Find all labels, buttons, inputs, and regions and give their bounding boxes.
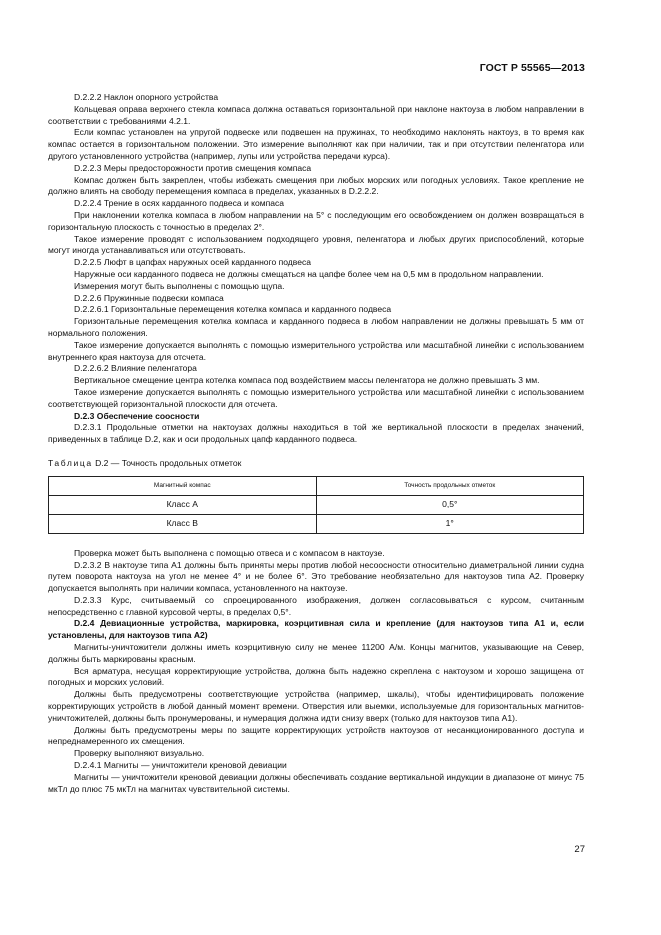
paragraph: При наклонении котелка компаса в любом направлении на 5° с последующим его освобождением он должен возвращаться в горизонтальную плоскость с точностью в пределах 2°. — [48, 209, 584, 232]
paragraph: Вся арматура, несущая корректирующие устройства, должна быть надежно скреплена с нактоузом и хорошо защищена от погодных и морских условий. — [48, 665, 584, 688]
paragraph: Должны быть предусмотрены меры по защите корректирующих устройств нактоузов от несанкционированного доступа и непреднамеренного их смещения. — [48, 724, 584, 747]
table-cell-accuracy: 0,5° — [316, 495, 584, 514]
standard-header: ГОСТ Р 55565—2013 — [479, 62, 585, 74]
table-row — [49, 514, 584, 533]
paragraph: Вертикальное смещение центра котелка компаса под воздействием массы пеленгатора не должно превышать 3 мм. — [74, 375, 540, 386]
table-caption — [48, 458, 584, 470]
table-header-accuracy: Точность продольных отметок — [316, 476, 584, 495]
section-heading: D.2.3 Обеспечение соосности — [74, 410, 200, 421]
table-cell-class: Класс A — [49, 495, 317, 514]
paragraph: Кольцевая оправа верхнего стекла компаса должна оставаться горизонтальной при наклоне нактоуза в любом направлении в соответствии с требованиями 4.2.1. — [48, 103, 584, 126]
paragraph: Если компас установлен на упругой подвеске или подвешен на пружинах, то необходимо наклонять нактоуз, в то время как компас остается в горизонтальном положении. Это измерение выполняют как при наличии, так и при отсутствии пеленгатора или другого установленного устройства (например, лупы или устройства передачи курса). — [48, 127, 584, 161]
text-block-before-table — [48, 92, 584, 446]
paragraph: Магниты-уничтожители должны иметь коэрцитивную силу не менее 11200 А/м. Концы магнитов, указывающие на Север, должны быть маркированы красным. — [48, 642, 584, 664]
paragraph: Наружные оси карданного подвеса не должны смещаться на цапфе более чем на 0,5 мм в продольном направлении. — [74, 268, 544, 279]
table-caption-word: Таблица — [48, 457, 93, 468]
paragraph: Горизонтальные перемещения котелка компаса и карданного подвеса в любом направлении не должны превышать 5 мм от нормального положения. — [48, 316, 584, 338]
section-heading: D.2.4 Девиационные устройства, маркировка, коэрцитивная сила и крепление (для нактоузов типа A1 и, если установлены, для нактоузов типа A2) — [48, 618, 584, 641]
paragraph: Компас должен быть закреплен, чтобы избежать смещения при любых морских или погодных условиях. Такое крепление не должно влиять на свободу перемещения компаса в пределах, указанных в D.2.2.2. — [48, 174, 584, 197]
accuracy-table — [48, 476, 584, 534]
paragraph: D.2.2.3 Меры предосторожности против смещения компаса — [74, 162, 312, 173]
table-row — [49, 495, 584, 514]
paragraph: Должны быть предусмотрены соответствующие устройства (например, шкалы), чтобы идентифицировать положение корректирующих устройств в любой данный момент времени. Отверстия или выемки, используемые для горизонтальных магнитов-уничтожителей, должны быть пронумерованы, и нумерация должна идти снизу вверх (только для нактоузов типа A1). — [48, 689, 584, 723]
document-body — [48, 92, 584, 795]
table-cell-accuracy: 1° — [316, 514, 584, 533]
paragraph: D.2.3.1 Продольные отметки на нактоузах должны находиться в той же вертикальной плоскости в пределах значений, приведенных в таблице D.2, как и оси продольных цапф карданного подвеса. — [48, 422, 584, 445]
paragraph: Проверка может быть выполнена с помощью отвеса и с компасом в нактоузе. — [74, 547, 385, 558]
paragraph: D.2.2.5 Люфт в цапфах наружных осей карданного подвеса — [74, 257, 312, 268]
paragraph: Такое измерение допускается выполнять с помощью измерительного устройства или масштабной линейки с использованием внутреннего края нактоуза для отсчета. — [48, 339, 584, 362]
paragraph: D.2.2.4 Трение в осях карданного подвеса и компаса — [74, 198, 285, 209]
paragraph: Измерения могут быть выполнены с помощью щупа. — [74, 280, 285, 291]
paragraph: Такое измерение допускается выполнять с помощью измерительного устройства или масштабной линейки с использованием соответствующей горизонтальной плоскости для отсчета. — [48, 386, 584, 409]
paragraph: Проверку выполняют визуально. — [74, 748, 205, 759]
paragraph: D.2.4.1 Магниты — уничтожители креновой девиации — [74, 760, 287, 771]
paragraph: Такое измерение проводят с использованием подходящего уровня, пеленгатора и любых других приспособлений, которые могут иногда устанавливаться или отсутствовать. — [48, 233, 584, 256]
paragraph: D.2.3.2 В нактоузе типа A1 должны быть приняты меры против любой несоосности относительно диаметральной линии судна путем поворота нактоуза на угол не менее 4° и не более 6°. Это требование необязательно для нактоузов типа A2. Проверку допускается выполнять при наличии компаса, установленного на нактоузе. — [48, 559, 584, 594]
table-header-compass: Магнитный компас — [49, 476, 317, 495]
page-number: 27 — [574, 844, 585, 855]
paragraph: D.2.2.6 Пружинные подвески компаса — [74, 292, 224, 303]
table-cell-class: Класс B — [49, 514, 317, 533]
paragraph: D.2.2.2 Наклон опорного устройства — [74, 92, 219, 102]
paragraph: Магниты — уничтожители креновой девиации должны обеспечивать создание вертикальной индукции в диапазоне от минус 75 мкТл до плюс 75 мкТл на магнитах чувствительной системы. — [48, 771, 584, 794]
table-caption-title: D.2 — Точность продольных отметок — [92, 457, 242, 468]
paragraph: D.2.2.6.2 Влияние пеленгатора — [74, 363, 197, 374]
paragraph: D.2.2.6.1 Горизонтальные перемещения котелка компаса и карданного подвеса — [74, 304, 392, 315]
paragraph: D.2.3.3 Курс, считываемый со спроецированного изображения, должен согласовываться с курсом, считанным непосредственно с главной курсовой черты, в пределах 0,5°. — [48, 594, 584, 617]
text-block-after-table — [48, 548, 584, 796]
